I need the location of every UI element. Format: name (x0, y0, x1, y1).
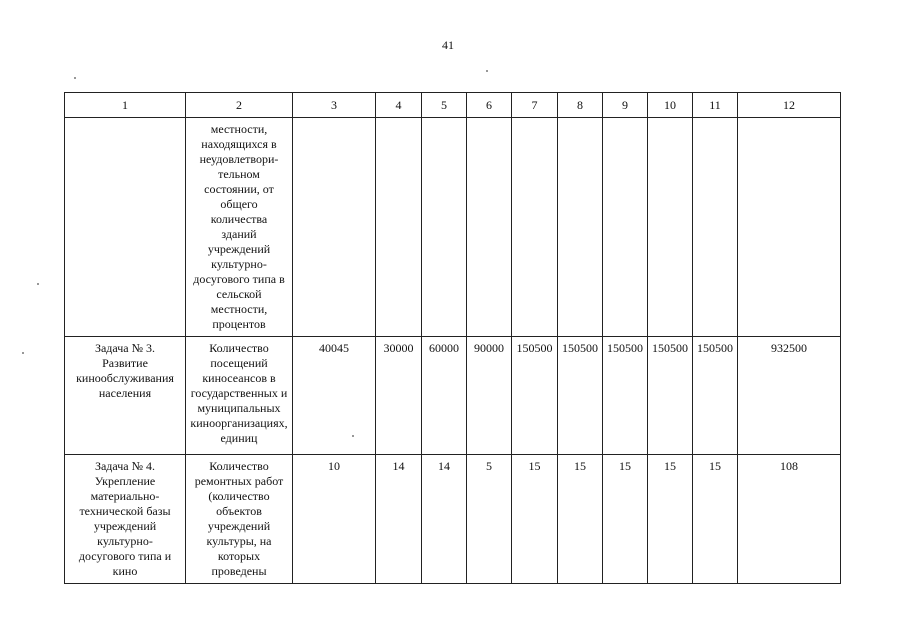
value-cell (603, 118, 648, 337)
value-cell: 14 (376, 455, 422, 584)
value-cell: 10 (293, 455, 376, 584)
value-cell: 5 (467, 455, 512, 584)
value-cell: 108 (738, 455, 841, 584)
value-cell: 60000 (422, 337, 467, 455)
value-cell: 15 (558, 455, 603, 584)
value-cell: 150500 (603, 337, 648, 455)
value-cell (558, 118, 603, 337)
value-cell (693, 118, 738, 337)
task-cell (65, 118, 186, 337)
value-cell (648, 118, 693, 337)
task-text: Задача № 4. Укрепление материально- технической базы учреждений культурно- досугового типа и кино (78, 459, 172, 578)
scan-speck (486, 70, 488, 72)
value-cell: 15 (693, 455, 738, 584)
value-cell: 932500 (738, 337, 841, 455)
indicator-cell (186, 118, 293, 337)
header-cell: 8 (558, 93, 603, 118)
value-cell: 90000 (467, 337, 512, 455)
header-cell: 4 (376, 93, 422, 118)
value-cell (376, 118, 422, 337)
value-cell: 150500 (693, 337, 738, 455)
value-cell: 150500 (648, 337, 693, 455)
value-cell: 14 (422, 455, 467, 584)
header-cell: 9 (603, 93, 648, 118)
value-cell (293, 118, 376, 337)
task-text: Задача № 3. Развитие кинообслуживания населения (76, 341, 174, 400)
header-cell: 10 (648, 93, 693, 118)
table-row (65, 455, 841, 584)
data-table (64, 92, 841, 584)
scan-speck (37, 283, 39, 285)
value-cell: 15 (603, 455, 648, 584)
header-cell: 2 (186, 93, 293, 118)
scan-speck (22, 352, 24, 354)
value-cell (512, 118, 558, 337)
table-row (65, 337, 841, 455)
task-cell (65, 455, 186, 584)
indicator-cell (186, 455, 293, 584)
value-cell: 30000 (376, 337, 422, 455)
value-cell: 150500 (512, 337, 558, 455)
value-cell (422, 118, 467, 337)
header-cell: 7 (512, 93, 558, 118)
page-number: 41 (442, 38, 454, 52)
task-cell (65, 337, 186, 455)
value-cell: 15 (648, 455, 693, 584)
value-cell (738, 118, 841, 337)
value-cell: 15 (512, 455, 558, 584)
value-cell (467, 118, 512, 337)
indicator-text: Количество ремонтных работ (количество объектов учреждений культуры, на которых проведены (194, 459, 284, 578)
indicator-cell (186, 337, 293, 455)
header-cell: 11 (693, 93, 738, 118)
indicator-text: Количество посещений киносеансов в государственных и муниципальных киноорганизациях, единиц (190, 341, 288, 445)
header-cell: 3 (293, 93, 376, 118)
header-cell: 5 (422, 93, 467, 118)
value-cell: 40045 (293, 337, 376, 455)
header-cell: 1 (65, 93, 186, 118)
value-cell: 150500 (558, 337, 603, 455)
indicator-text: местности, находящихся в неудовлетвори- тельном состоянии, от общего количества зданий учреждений культурно- досугового типа в сельской местности, процентов (193, 122, 285, 331)
table-row (65, 118, 841, 337)
header-cell: 6 (467, 93, 512, 118)
header-row (65, 93, 841, 118)
scan-speck (74, 77, 76, 79)
header-cell: 12 (738, 93, 841, 118)
